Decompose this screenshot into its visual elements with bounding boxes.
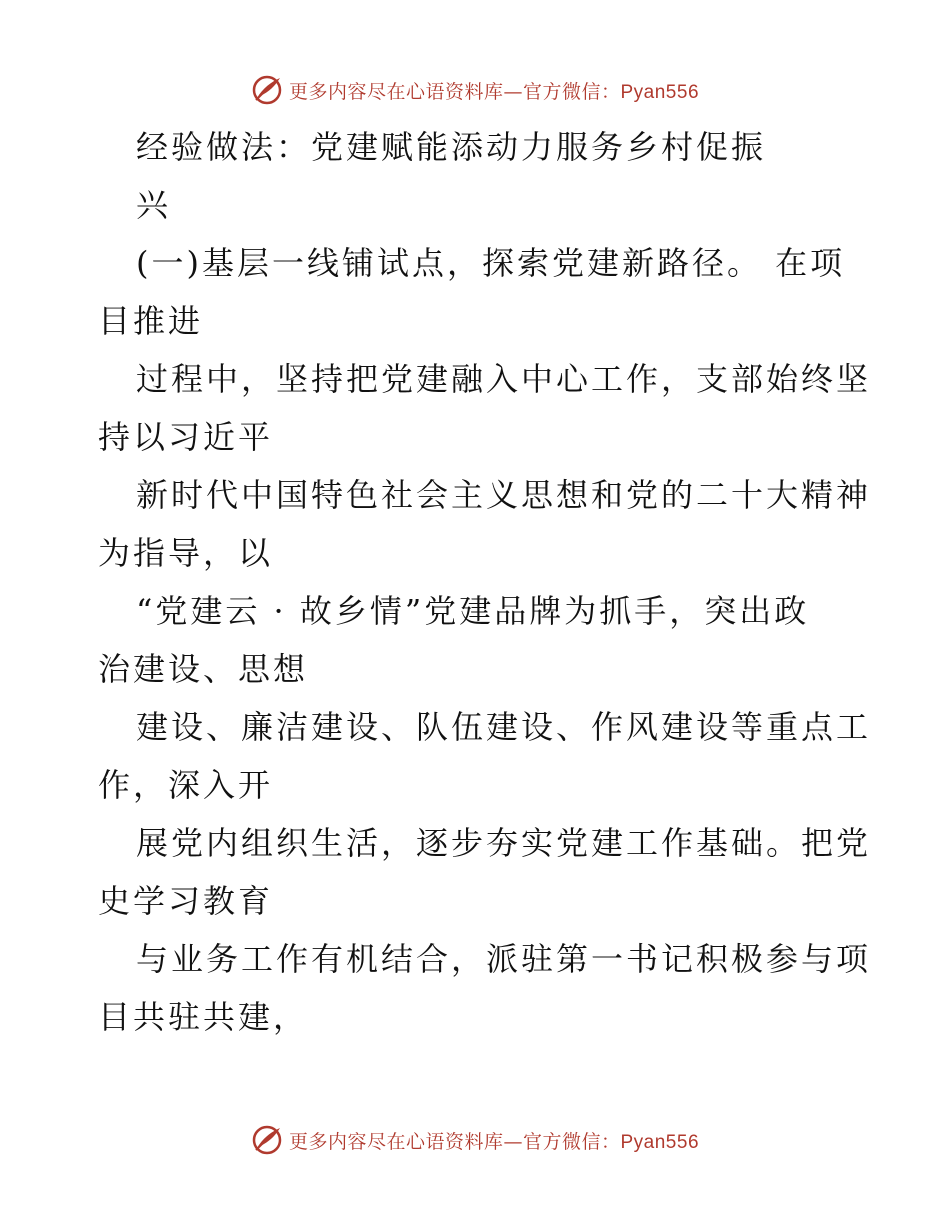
watermark-text: 更多内容尽在心语资料库—官方微信：Pyan556	[288, 80, 700, 103]
paragraph-line: 目推进	[98, 302, 204, 340]
paragraph-line: 史学习教育	[98, 882, 274, 920]
quill-circle-icon	[251, 74, 283, 106]
paragraph-line: 兴	[136, 186, 172, 224]
paragraph-line: 过程中，坚持把党建融入中心工作，支部始终坚	[136, 360, 872, 398]
paragraph-line: 目共驻共建，	[98, 998, 309, 1036]
paragraph-line: 持以习近平	[98, 418, 274, 456]
paragraph-line: 展党内组织生活，逐步夯实党建工作基础。把党	[136, 824, 872, 862]
paragraph-line: 为指导，以	[98, 534, 274, 572]
paragraph-line: 作，深入开	[98, 766, 274, 804]
paragraph-line: 治建设、思想	[98, 650, 309, 688]
footer-watermark	[0, 1122, 950, 1158]
header-watermark	[0, 72, 950, 108]
quill-circle-icon	[251, 1124, 283, 1156]
paragraph-line: 新时代中国特色社会主义思想和党的二十大精神	[136, 476, 872, 514]
document-body	[98, 118, 872, 1046]
watermark-text: 更多内容尽在心语资料库—官方微信：Pyan556	[288, 1130, 700, 1153]
section-heading: 经验做法：党建赋能添动力服务乡村促振	[136, 128, 767, 166]
paragraph-line: “党建云 · 故乡情”党建品牌为抓手，突出政	[136, 592, 810, 630]
paragraph-line: 与业务工作有机结合，派驻第一书记积极参与项	[136, 940, 872, 978]
paragraph-line: (一)基层一线铺试点，探索党建新路径。 在项	[136, 244, 846, 282]
paragraph-line: 建设、廉洁建设、队伍建设、作风建设等重点工	[136, 708, 872, 746]
